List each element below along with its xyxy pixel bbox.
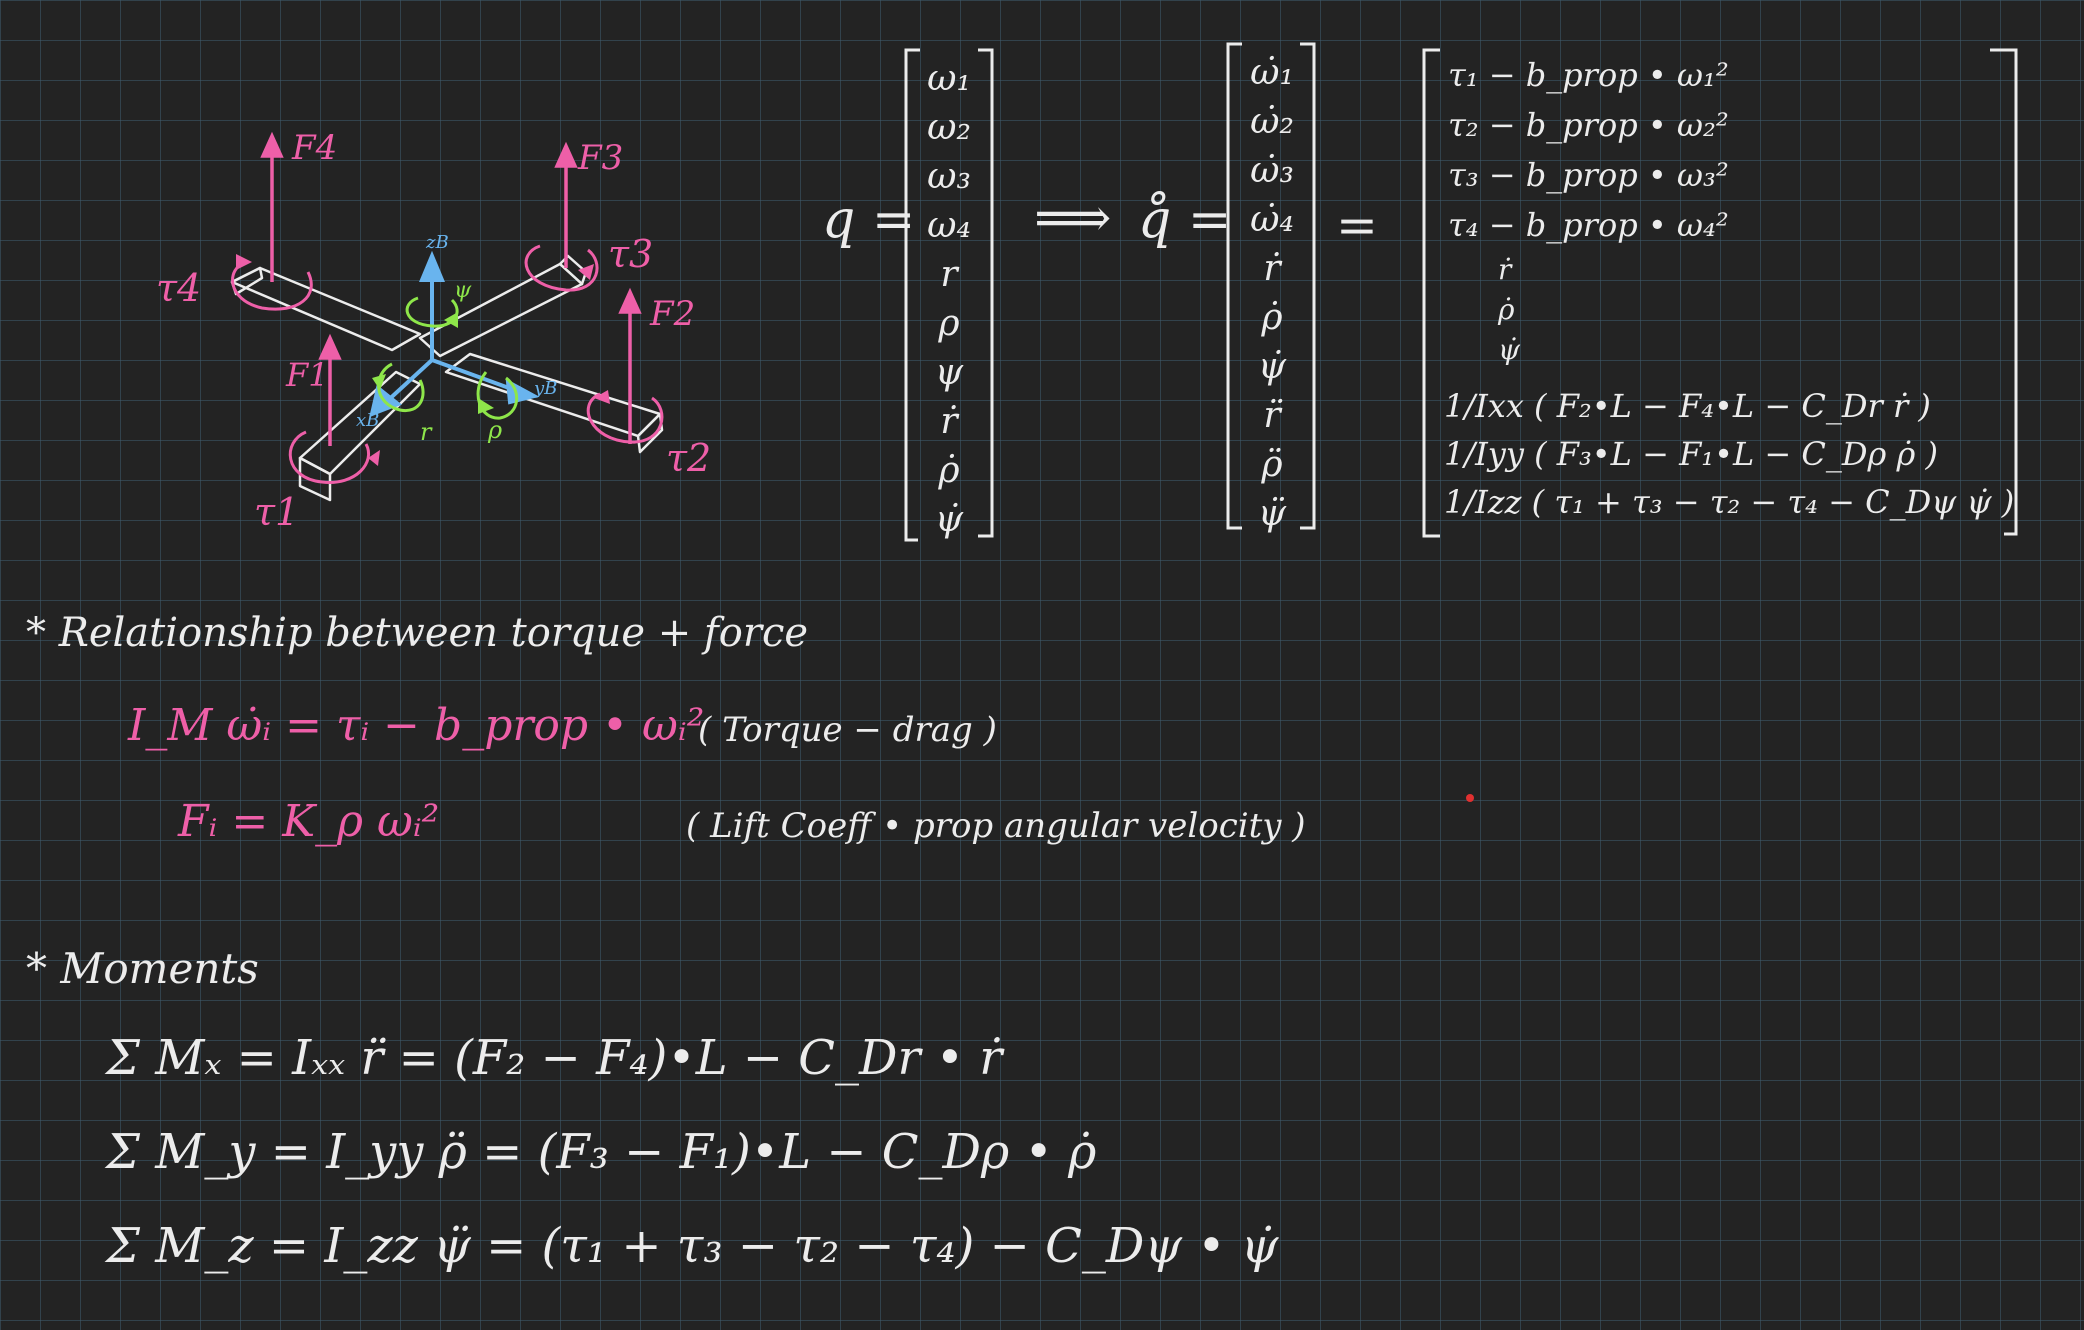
q-entry: ṙ	[940, 401, 958, 442]
lift-coeff-note: ( Lift Coeff • prop angular velocity )	[686, 806, 1306, 846]
rhs-dynamics	[1444, 382, 2014, 526]
qdot-entry: ω̇₁	[1250, 52, 1294, 93]
z-body-label: zB	[426, 232, 449, 253]
x-body-label: xB	[356, 410, 380, 431]
rhs-row: ρ̇	[1498, 293, 1515, 326]
force-2-label: F2	[650, 294, 696, 334]
y-body-label: yB	[534, 378, 558, 399]
implies-arrow: ⟹	[1034, 186, 1112, 249]
pitch-label: ρ	[488, 416, 503, 444]
rhs-row: τ₂ − b_prop • ω₂²	[1448, 106, 1729, 144]
qdot-entry: ṙ	[1263, 248, 1281, 289]
yaw-label: ψ	[454, 278, 472, 303]
rhs-row: τ₁ − b_prop • ω₁²	[1448, 56, 1729, 94]
q-entry: ω₃	[927, 156, 971, 197]
rhs-row: τ₃ − b_prop • ω₃²	[1448, 156, 1729, 194]
moments-heading: * Moments	[26, 944, 259, 993]
red-dot	[1466, 794, 1474, 802]
q-entry: ρ	[938, 303, 960, 344]
qdot-entry: r̈	[1263, 395, 1281, 436]
rhs-dynamic-row: 1/Ixx ( F₂•L − F₄•L − C_Dr ṙ )	[1444, 387, 1931, 425]
rhs-row: τ₄ − b_prop • ω₄²	[1448, 206, 1729, 244]
q-label: q =	[822, 190, 916, 250]
qdot-entry: ρ̇	[1261, 297, 1283, 338]
qdot-entry: ω̇₃	[1250, 150, 1294, 191]
roll-label: r	[420, 418, 432, 446]
qdot-entry: ψ̇	[1257, 346, 1287, 387]
torque-force-heading: * Relationship between torque + force	[26, 610, 809, 656]
q-entry: ω₄	[927, 205, 971, 246]
rhs-dynamic-row: 1/Izz ( τ₁ + τ₃ − τ₂ − τ₄ − C_Dψ ψ̇ )	[1444, 483, 2015, 521]
torque-4-label: τ4	[156, 266, 202, 310]
lift-force-equation: Fᵢ = K_ρ ωᵢ²	[178, 796, 440, 847]
force-3-label: F3	[578, 138, 624, 178]
moment-x-equation: Σ Mₓ = Iₓₓ r̈ = (F₂ − F₄)•L − C_Dr • ṙ	[106, 1030, 1003, 1086]
qdot-entry: ω̇₄	[1250, 199, 1294, 240]
qdot-entry: ρ̈	[1261, 444, 1283, 485]
rhs-dynamic-row: 1/Iyy ( F₃•L − F₁•L − C_Dρ ρ̇ )	[1444, 435, 1938, 473]
equals-sign: =	[1336, 196, 1378, 254]
force-1-label: F1	[286, 356, 329, 394]
force-4-label: F4	[292, 128, 338, 168]
q-entry: r	[940, 254, 958, 295]
moment-y-equation: Σ M_y = I_yy ρ̈ = (F₃ − F₁)•L − C_Dρ • ρ̇	[106, 1124, 1097, 1180]
rhs-row: ṙ	[1498, 253, 1512, 286]
rhs-row: ψ̇	[1498, 333, 1520, 366]
torque-drag-note: ( Torque − drag )	[698, 710, 997, 750]
qdot-vector	[1240, 48, 1304, 538]
qdot-label: q̊ =	[1138, 190, 1232, 250]
q-entry: ψ	[934, 352, 964, 393]
q-entry: ρ̇	[938, 450, 960, 491]
motor-torque-equation: I_M ω̇ᵢ = τᵢ − b_prop • ωᵢ²	[128, 700, 705, 751]
q-entry: ω₁	[927, 58, 971, 99]
torque-2-label: τ2	[666, 436, 712, 480]
torque-1-label: τ1	[254, 490, 300, 534]
rhs-vector	[1448, 50, 1729, 370]
q-entry: ω₂	[927, 107, 971, 148]
torque-3-label: τ3	[608, 232, 654, 276]
q-entry: ψ̇	[934, 499, 964, 540]
q-vector	[918, 54, 980, 544]
moment-z-equation: Σ M_z = I_zz ψ̈ = (τ₁ + τ₃ − τ₂ − τ₄) − C_Dψ • ψ̇	[106, 1218, 1279, 1274]
qdot-entry: ψ̈	[1257, 493, 1287, 534]
qdot-entry: ω̇₂	[1250, 101, 1294, 142]
